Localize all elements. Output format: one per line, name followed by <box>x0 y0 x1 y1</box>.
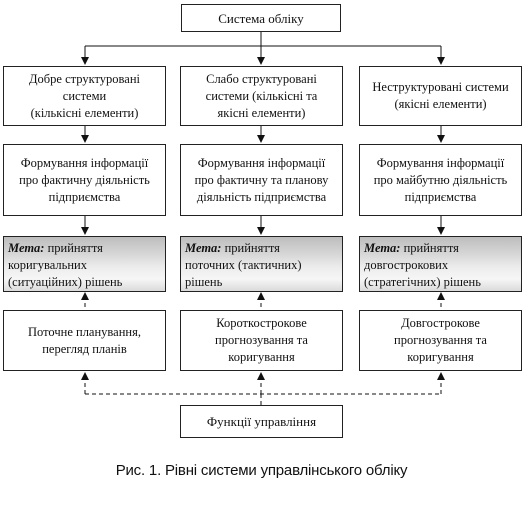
col3-header-line1: Неструктуровані системи <box>372 80 509 94</box>
col1-formation-line1: Формування інформації <box>20 155 149 170</box>
col1-formation-box <box>3 144 166 216</box>
col3-goal-box <box>359 236 522 292</box>
figure-caption: Рис. 1. Рівні системи управлінського обліку <box>115 462 408 479</box>
col1-function-line2: перегляд планів <box>42 341 127 356</box>
col2-header-line3: якісні елементи) <box>217 105 306 120</box>
col3-formation-line3: підприємства <box>404 189 477 204</box>
col3-header-box <box>359 66 522 126</box>
col3-goal-line2: довгострокових <box>364 258 449 272</box>
col1-header-line3: (кількісні елементи) <box>30 105 139 120</box>
accounting-system-box <box>181 4 341 32</box>
col3-formation-line2: про майбутню діяльність <box>373 172 508 187</box>
col2-goal-line3: рішень <box>185 275 223 289</box>
col3-function-line2: прогнозування та <box>394 333 487 347</box>
col3-header-line2: (якісні елементи) <box>394 97 487 111</box>
col1-formation-line3: підприємства <box>48 189 121 204</box>
col3-function-box <box>359 310 522 371</box>
col3-goal-line3: (стратегічних) рішень <box>364 275 481 289</box>
col2-formation-line3: діяльність підприємства <box>196 189 327 204</box>
col2-function-box <box>180 310 343 371</box>
col3-formation-box <box>359 144 522 216</box>
management-functions-box <box>180 405 343 438</box>
col1-header-line2: системи <box>62 88 107 103</box>
col3-goal-line1 <box>364 240 517 257</box>
col2-header-line1: Слабо структуровані <box>206 71 317 86</box>
col2-function-line3: коригування <box>228 350 295 364</box>
col2-goal-line2: поточних (тактичних) <box>185 258 302 272</box>
col2-goal-text1: прийняття <box>224 241 280 255</box>
accounting-system-label: Система обліку <box>218 10 304 26</box>
col1-formation-line2: про фактичну діяльність <box>19 172 150 187</box>
col3-function-line3: коригування <box>407 350 474 364</box>
col1-goal-line2: коригувальних <box>8 258 87 272</box>
col2-formation-line1: Формування інформації <box>197 155 326 170</box>
col1-function-line1: Поточне планування, <box>28 324 141 339</box>
col1-function-box <box>3 310 166 371</box>
col1-goal-label: Мета: <box>8 241 45 255</box>
col2-function-line2: прогнозування та <box>215 333 308 347</box>
col1-header-box <box>3 66 166 126</box>
col2-goal-box <box>180 236 343 292</box>
col1-goal-box <box>3 236 166 292</box>
col2-formation-box <box>180 144 343 216</box>
col3-formation-line1: Формування інформації <box>376 155 505 170</box>
col3-function-line1: Довгострокове <box>401 316 480 330</box>
management-functions-label: Функції управління <box>206 414 317 429</box>
col2-goal-label: Мета: <box>185 241 222 255</box>
col1-goal-line3: (ситуаційних) рішень <box>8 275 123 289</box>
col2-header-box <box>180 66 343 126</box>
col2-function-line1: Короткострокове <box>216 316 307 330</box>
col1-goal-line1 <box>8 240 161 257</box>
col3-goal-text1: прийняття <box>403 241 459 255</box>
col3-goal-label: Мета: <box>364 241 401 255</box>
col2-goal-line1 <box>185 240 338 257</box>
col2-header-line2: системи (кількісні та <box>205 88 318 103</box>
col1-goal-text1: прийняття <box>47 241 103 255</box>
col1-header-line1: Добре структуровані <box>29 71 140 86</box>
col2-formation-line2: про фактичну та планову <box>194 172 329 187</box>
